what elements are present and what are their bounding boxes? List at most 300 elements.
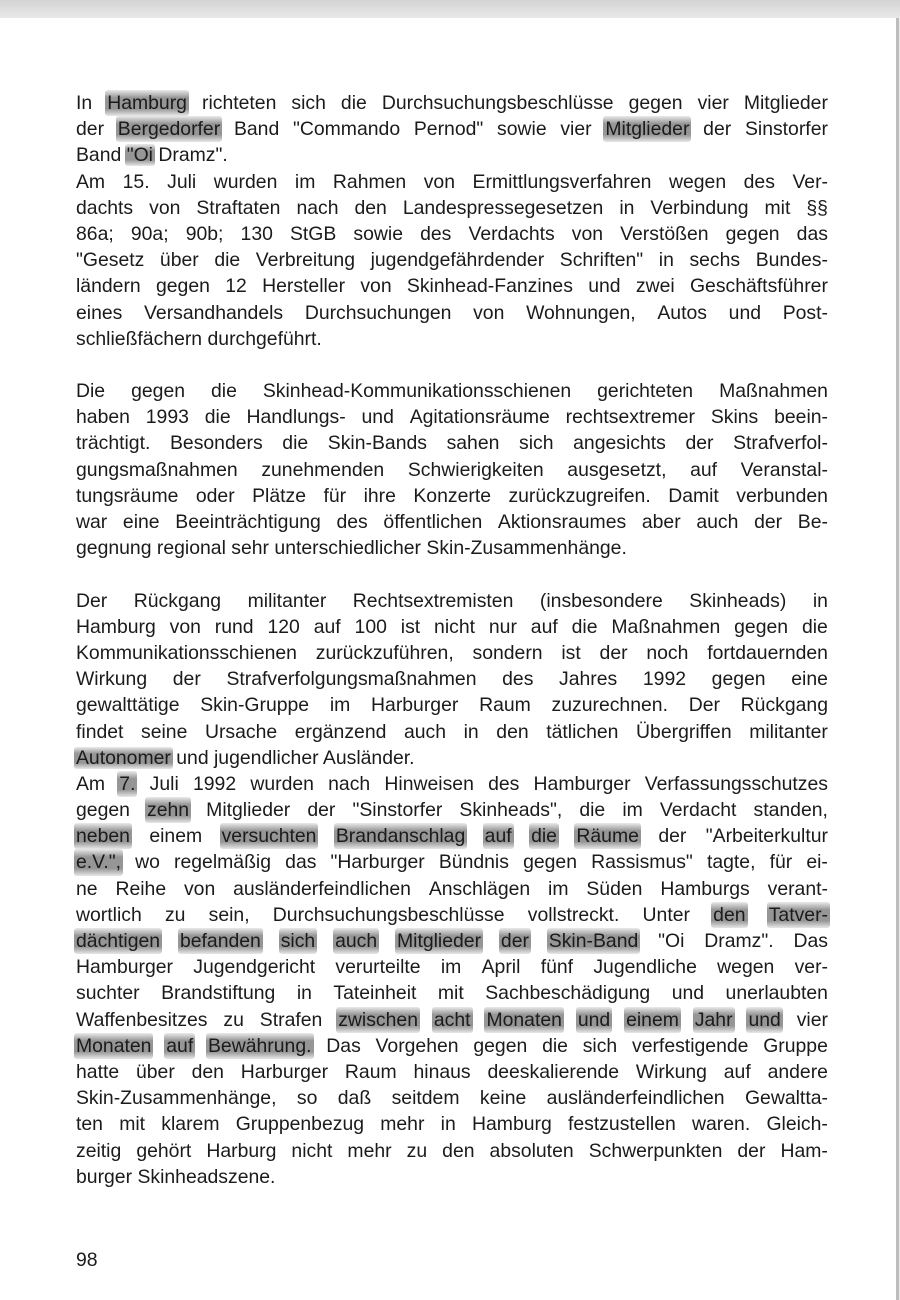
- word: Landespressegesetzen: [402, 196, 604, 219]
- word: regional: [156, 537, 226, 560]
- word: auf: [690, 458, 718, 481]
- word: Durchsuchungsbeschlüsse: [381, 92, 614, 114]
- word: "Arbeiterkultur: [705, 825, 828, 848]
- word: Dramz".: [704, 930, 774, 952]
- word: ergänzend: [294, 720, 387, 743]
- word: Wirkung: [635, 1060, 707, 1083]
- word: von: [571, 222, 604, 245]
- text-line: [76, 142, 828, 168]
- word: wurden: [213, 170, 278, 193]
- word: Band: [76, 144, 122, 167]
- text-line: [76, 666, 828, 692]
- text-line: [76, 954, 828, 980]
- word: und: [728, 301, 762, 324]
- word: die: [214, 249, 241, 272]
- word: Sachbeschädigung: [485, 982, 651, 1005]
- word: Tateinheit: [333, 982, 417, 1005]
- text-line: [76, 928, 828, 954]
- word: Jugendgericht: [193, 956, 316, 979]
- word: zurückzugreifen.: [508, 484, 651, 507]
- word: seine: [141, 720, 188, 743]
- word: Reihe: [115, 877, 167, 900]
- word: rechtsextremer: [565, 406, 695, 429]
- word: Der: [688, 694, 720, 717]
- text-line: [76, 509, 828, 535]
- word: Rahmen: [332, 170, 407, 193]
- word: Monaten: [484, 1007, 563, 1033]
- word: Skins: [710, 406, 759, 429]
- word: in: [619, 196, 635, 219]
- word: verfestigende: [632, 1034, 749, 1057]
- word: Verfassungsschutzes: [644, 772, 828, 795]
- word: hatte: [76, 1060, 120, 1083]
- word: Rückgang: [740, 694, 828, 717]
- text-line: [76, 692, 828, 718]
- word: ist: [400, 615, 421, 638]
- word: Schwierigkeiten: [407, 458, 544, 481]
- word: das: [796, 222, 828, 245]
- word: Veranstal-: [740, 458, 828, 481]
- word: die: [529, 823, 559, 849]
- word: jugendgefährdender: [370, 249, 545, 272]
- word: Autonomer: [76, 746, 171, 769]
- word: §§: [806, 196, 828, 219]
- word: Das: [326, 1034, 361, 1057]
- word: und: [746, 1007, 782, 1033]
- word: waren.: [692, 1113, 751, 1136]
- word: im: [548, 877, 569, 900]
- word: Schriften": [559, 249, 644, 272]
- word: 86a;: [76, 222, 114, 245]
- text-line: [76, 221, 828, 247]
- word: so: [296, 1087, 318, 1110]
- word: ausgesetzt,: [567, 458, 667, 481]
- word: militanter: [247, 589, 327, 612]
- word: Mitglieder: [206, 799, 291, 822]
- word: tungsräume: [76, 484, 179, 507]
- word: der: [307, 799, 336, 822]
- word: hinaus: [413, 1060, 471, 1083]
- text-line: [76, 849, 828, 875]
- word: der: [658, 825, 687, 848]
- text-line: [76, 247, 828, 273]
- word: Ham-: [780, 1139, 828, 1162]
- word: haben: [76, 406, 130, 429]
- word: "Oi: [658, 930, 685, 952]
- word: Skin-Gruppe: [200, 694, 310, 717]
- word: sehr: [231, 537, 270, 560]
- word: auch: [403, 720, 447, 743]
- word: im: [294, 170, 316, 193]
- word: Handlungs-: [246, 406, 346, 429]
- word: fortdauernden: [707, 641, 828, 664]
- word: "Harburger: [330, 851, 425, 874]
- word: und: [176, 746, 209, 769]
- word: gegen: [76, 799, 130, 822]
- word: festzustellen: [567, 1113, 676, 1136]
- word: gewalttätige: [76, 694, 180, 717]
- word: Skinheads): [689, 589, 787, 612]
- word: zurückzuführen,: [315, 641, 454, 664]
- word: von: [360, 275, 392, 298]
- word: findet: [76, 720, 124, 743]
- word: nicht: [434, 615, 476, 638]
- word: die: [579, 799, 606, 822]
- word: nach: [296, 196, 339, 219]
- word: Die: [76, 380, 106, 403]
- word: zehn: [145, 797, 191, 823]
- word: gegnung: [76, 537, 152, 560]
- word: und: [671, 982, 705, 1005]
- word: Geschäftsführer: [689, 275, 828, 298]
- word: Hamburger: [533, 772, 631, 795]
- text-line: [76, 378, 828, 404]
- text-line: [76, 614, 828, 640]
- word: sowie: [353, 222, 403, 245]
- word: regelmäßig: [174, 851, 272, 874]
- text-line: [76, 1033, 828, 1059]
- word: Verbindung: [650, 196, 749, 219]
- word: "Gesetz: [76, 249, 145, 272]
- word: den: [191, 1060, 224, 1083]
- paragraph-1: [76, 90, 828, 352]
- paragraph-3: [76, 588, 828, 1190]
- word: in: [296, 982, 312, 1005]
- word: Übergriffen: [636, 720, 732, 743]
- word: auch: [333, 928, 379, 954]
- word: Plätze: [252, 484, 307, 507]
- text-line: [76, 719, 828, 745]
- word: den: [354, 196, 387, 219]
- word: Bundes-: [755, 249, 828, 272]
- word: jugendlicher: [214, 746, 319, 769]
- word: versuchten: [220, 823, 319, 849]
- word: 15.: [122, 170, 150, 193]
- word: Tatver-: [767, 902, 830, 928]
- word: in: [463, 720, 479, 743]
- word: der: [685, 432, 714, 455]
- word: Rückgang: [133, 589, 222, 612]
- word: Am: [76, 772, 106, 795]
- word: zunehmenden: [261, 458, 385, 481]
- word: Der: [76, 589, 108, 612]
- word: April: [481, 956, 521, 979]
- text-line: [76, 1111, 828, 1137]
- word: ei-: [806, 851, 828, 874]
- word: rund: [214, 615, 254, 638]
- word: Jahr: [693, 1007, 735, 1033]
- word: mehr: [347, 1139, 392, 1162]
- word: nach: [328, 772, 371, 795]
- word: Strafverfolgungsmaßnahmen: [226, 668, 477, 691]
- word: Damit: [668, 484, 719, 507]
- word: klarem: [161, 1113, 220, 1136]
- word: Hamburger: [76, 956, 173, 979]
- word: Durchsuchungen: [304, 301, 452, 324]
- word: 1992: [642, 668, 687, 691]
- word: Ausländer.: [322, 746, 415, 769]
- word: des: [336, 511, 368, 533]
- word: den: [711, 902, 747, 928]
- word: mit: [764, 196, 791, 219]
- word: in: [812, 589, 828, 612]
- word: gegen: [155, 275, 210, 298]
- document-page: [0, 18, 899, 1300]
- text-line: [76, 1007, 828, 1033]
- word: im: [329, 694, 351, 717]
- word: Rechtsextremisten: [352, 589, 514, 612]
- word: Skinheadszene.: [137, 1165, 276, 1188]
- word: auf: [530, 615, 558, 638]
- word: mit: [119, 1113, 146, 1136]
- word: unerlaubten: [725, 982, 828, 1005]
- word: die: [542, 1034, 568, 1057]
- word: über: [135, 1060, 175, 1083]
- word: Brandstiftung: [161, 982, 276, 1005]
- word: 100: [354, 615, 387, 638]
- text-line: [76, 980, 828, 1006]
- word: Bündnis: [438, 851, 509, 874]
- word: tagte,: [706, 851, 756, 874]
- word: standen,: [753, 799, 828, 822]
- word: Wohnungen,: [526, 301, 636, 324]
- text-line: [76, 483, 828, 509]
- word: Mitglieder: [603, 116, 691, 142]
- text-line: [76, 90, 828, 116]
- word: der: [754, 511, 783, 533]
- word: Vorgehen: [375, 1034, 459, 1057]
- word: "Commando: [292, 118, 401, 141]
- word: ihre: [363, 484, 396, 507]
- word: 12: [225, 275, 247, 298]
- word: wegen: [668, 170, 727, 193]
- word: In: [76, 92, 93, 114]
- word: "Sinstorfer: [352, 799, 443, 822]
- word: Rassismus": [591, 851, 693, 874]
- word: seitdem: [391, 1087, 460, 1110]
- word: im: [440, 956, 462, 979]
- word: auf: [313, 615, 341, 638]
- word: Jahres: [559, 668, 618, 691]
- word: aber: [641, 511, 681, 533]
- word: Versandhandels: [144, 301, 284, 324]
- word: Band: [233, 118, 280, 141]
- word: zuzurechnen.: [551, 694, 668, 717]
- word: den: [496, 720, 529, 743]
- word: des: [488, 772, 520, 795]
- word: Unter: [642, 903, 690, 926]
- word: Verdachts: [468, 222, 555, 245]
- word: dächtigen: [74, 928, 162, 954]
- word: durchgeführt.: [207, 327, 322, 350]
- word: ausländerfeindlichen: [233, 877, 411, 900]
- word: der: [703, 118, 732, 141]
- word: von: [183, 877, 216, 900]
- word: (insbesondere: [539, 589, 663, 612]
- word: Straftaten: [196, 196, 281, 219]
- word: gegen: [628, 92, 683, 114]
- paragraph-2: [76, 378, 828, 561]
- word: ne: [76, 877, 98, 900]
- word: Verstößen: [620, 222, 709, 245]
- word: sowie: [497, 118, 547, 141]
- text-line: [76, 116, 828, 142]
- page-number: 98: [76, 1249, 98, 1271]
- word: Juli: [149, 772, 179, 795]
- word: acht: [432, 1007, 473, 1033]
- word: sich: [519, 432, 554, 455]
- text-line: [76, 1085, 828, 1111]
- word: zu: [164, 903, 186, 926]
- word: Ermittlungsverfahren: [472, 170, 652, 193]
- text-line: [76, 457, 828, 483]
- word: Skin-Bands: [327, 432, 427, 455]
- word: 130: [240, 222, 273, 245]
- word: gehört: [136, 1139, 192, 1162]
- word: noch: [646, 641, 689, 664]
- word: gungsmaßnahmen: [76, 458, 238, 481]
- word: 1993: [145, 406, 189, 429]
- text-line: [76, 430, 828, 456]
- word: verurteilte: [335, 956, 421, 979]
- word: der: [499, 928, 531, 954]
- word: gegen: [473, 1034, 528, 1057]
- word: von: [423, 170, 455, 193]
- word: auch: [696, 511, 739, 533]
- word: Skinheads",: [459, 799, 563, 822]
- word: gegen: [131, 380, 186, 403]
- word: gegen: [725, 222, 780, 245]
- word: ist: [561, 641, 581, 664]
- word: Maßnahmen: [611, 615, 721, 638]
- word: zu: [223, 1008, 244, 1031]
- word: eines: [76, 301, 123, 324]
- word: andere: [767, 1060, 828, 1083]
- word: suchter: [76, 982, 140, 1005]
- word: Harburger: [371, 694, 459, 717]
- word: wo: [135, 851, 160, 874]
- word: Mitglieder: [395, 928, 483, 954]
- word: der: [172, 668, 201, 691]
- word: die: [282, 432, 309, 455]
- word: vier: [796, 1008, 828, 1031]
- word: für: [769, 851, 793, 874]
- text-line: [76, 876, 828, 902]
- word: mehr: [380, 1113, 425, 1136]
- word: Jugendliche: [593, 956, 697, 979]
- word: eine: [122, 511, 160, 533]
- word: Dramz".: [158, 144, 228, 167]
- word: neben: [74, 823, 132, 849]
- word: sahen: [446, 432, 500, 455]
- word: tätlichen: [546, 720, 619, 743]
- word: in: [658, 249, 674, 272]
- word: Bewährung.: [206, 1033, 314, 1059]
- word: Hamburg: [105, 90, 189, 116]
- text-line: [76, 169, 828, 195]
- word: auf: [483, 823, 514, 849]
- word: Wirkung: [76, 668, 148, 691]
- word: Agitationsräume: [409, 406, 550, 429]
- word: dachts: [76, 196, 134, 219]
- word: die: [801, 615, 828, 638]
- text-line: [76, 1138, 828, 1164]
- word: Süden: [586, 877, 643, 900]
- word: Autos: [657, 301, 707, 324]
- word: zeitig: [76, 1139, 122, 1162]
- word: Harburg: [206, 1139, 277, 1162]
- word: oder: [195, 484, 235, 507]
- word: Skinhead-Fanzines: [406, 275, 573, 298]
- word: des: [502, 668, 534, 691]
- word: sich: [582, 1034, 618, 1057]
- word: Waffenbesitzes: [76, 1008, 208, 1031]
- word: sich: [279, 928, 317, 954]
- text-line: [76, 797, 828, 823]
- word: eine: [791, 668, 828, 691]
- word: Das: [793, 930, 828, 952]
- text-line: [76, 771, 828, 797]
- word: Konzerte: [413, 484, 491, 507]
- word: war: [76, 511, 108, 533]
- text-line: [76, 1059, 828, 1085]
- word: keine: [479, 1087, 527, 1110]
- text-line: [76, 535, 828, 561]
- word: vier: [697, 92, 729, 114]
- word: des: [743, 170, 775, 193]
- word: Hamburg: [472, 1113, 552, 1136]
- word: Verdacht: [659, 799, 737, 822]
- word: Sinstorfer: [744, 118, 828, 141]
- word: der: [737, 1139, 766, 1162]
- word: auf: [723, 1060, 751, 1083]
- word: Gruppe: [763, 1034, 828, 1057]
- word: des: [420, 222, 452, 245]
- word: gegen: [711, 668, 766, 691]
- word: 120: [267, 615, 300, 638]
- word: Pernod": [413, 118, 484, 141]
- word: Maßnahmen: [719, 380, 828, 403]
- word: Skin-Zusammenhänge,: [76, 1087, 277, 1110]
- word: in: [440, 1113, 456, 1136]
- text-line: [76, 745, 828, 771]
- word: ten: [76, 1113, 103, 1136]
- word: Kommunikationsschienen: [76, 641, 297, 664]
- word: Bergedorfer: [116, 116, 222, 142]
- word: Strafverfol-: [733, 432, 828, 455]
- word: Skin-Zusammenhänge.: [426, 537, 627, 560]
- word: verant-: [767, 877, 828, 900]
- word: Be-: [797, 511, 828, 533]
- word: Am: [76, 170, 106, 193]
- word: die: [211, 380, 237, 403]
- text-line: [76, 300, 828, 326]
- word: deeskalierende: [487, 1060, 619, 1083]
- word: Ursache: [204, 720, 278, 743]
- word: befanden: [178, 928, 263, 954]
- word: verbunden: [736, 484, 828, 507]
- word: nur: [488, 615, 517, 638]
- word: Hersteller: [262, 275, 346, 298]
- word: einem: [149, 825, 203, 848]
- word: gegen: [734, 615, 789, 638]
- word: Harburger: [240, 1060, 329, 1083]
- word: ausländerfeindlichen: [546, 1087, 725, 1110]
- word: beein-: [774, 406, 828, 429]
- word: auf: [164, 1033, 195, 1059]
- word: wurden: [250, 772, 314, 795]
- word: das: [285, 851, 317, 874]
